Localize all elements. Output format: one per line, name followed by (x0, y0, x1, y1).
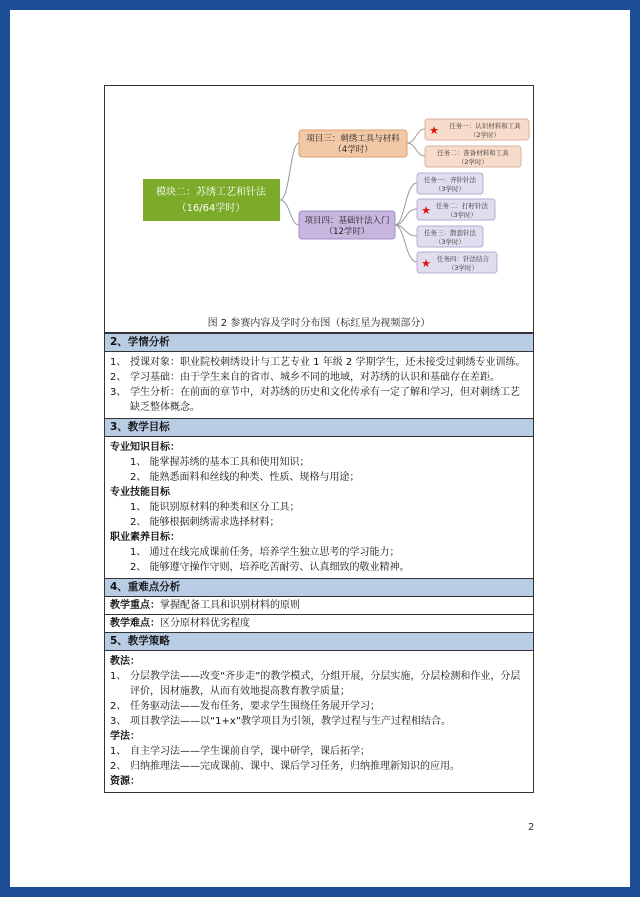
document-page (10, 10, 630, 887)
list-item: 1、 通过在线完成课前任务，培养学生独立思考的学习能力； (130, 547, 400, 558)
lesson-plan-table (104, 85, 534, 793)
item-text: 自主学习法——学生课前自学，课中研学，课后拓学； (130, 746, 370, 757)
section-key-points (105, 597, 533, 614)
item-text: 分层教学法——改变“齐步走”的教学模式，分组开展，分层实施，分层检测和作业，分层评价，因材施教，从而有效地提高教育教学质量； (130, 671, 521, 697)
task-label-2: （3学时） (446, 211, 478, 219)
item-text: 任务驱动法——发布任务，要求学生围绕任务展开学习； (130, 701, 380, 712)
item-number: 3、 (110, 716, 127, 727)
difficult-point-row (110, 616, 528, 631)
list-item (110, 699, 528, 714)
subheading: 职业素养目标： (110, 532, 180, 543)
subheading: 资源： (110, 776, 140, 787)
key-point-text: 掌握配备工具和识别材料的原则 (160, 600, 300, 611)
item-number: 2、 (110, 761, 127, 772)
root-label-1: 模块二：苏绣工艺和针法 (156, 187, 266, 198)
subheading: 专业技能目标 (110, 487, 170, 498)
list-item (110, 744, 528, 759)
project-label-1: 项目三：刺绣工具与材料 (306, 134, 400, 144)
connector (280, 143, 299, 200)
list-item (110, 385, 528, 415)
section-teaching-strategy (105, 651, 533, 792)
task-label-1: 任务三：散套针法 (424, 229, 476, 237)
connector (280, 200, 299, 225)
item-number: 1、 (110, 746, 127, 757)
task-label-2: （2学时） (457, 158, 489, 166)
item-number: 1、 (110, 357, 127, 368)
task-label-1: 任务一：认识材料和工具 (449, 122, 521, 130)
star-icon: ★ (421, 257, 431, 270)
mind-map-cell (105, 86, 533, 333)
project-label-2: （12学时） (324, 227, 370, 237)
section-heading: 2、学情分析 (105, 333, 533, 352)
list-item (110, 714, 528, 729)
subheading: 教法： (110, 656, 140, 667)
list-item: 1、 能识别原材料的种类和区分工具； (130, 502, 300, 513)
task-label-1: 任务四：针法结合 (437, 255, 489, 263)
key-point-label: 教学重点： (110, 600, 160, 611)
section-teaching-goals (105, 437, 533, 578)
section-learner-analysis (105, 352, 533, 418)
star-icon: ★ (421, 204, 431, 217)
task-label-1: 任务二：准备材料和工具 (437, 149, 509, 157)
section-difficult-points (105, 614, 533, 632)
list-item (110, 759, 528, 774)
subheading: 学法： (110, 731, 140, 742)
list-item (110, 355, 528, 370)
item-text: 学生分析：在前面的章节中，对苏绣的历史和文化传承有一定了解和学习，但对刺绣工艺缺乏整体概念。 (130, 387, 520, 413)
page-number: 2 (528, 822, 535, 833)
item-text: 项目教学法——以“1+x”教学项目为引领，教学过程与生产过程相结合。 (130, 716, 452, 727)
section-heading: 4、重难点分析 (105, 578, 533, 597)
figure-caption: 图 2 参赛内容及学时分布图（标红星为视频部分） (207, 318, 431, 329)
project-label-2: （4学时） (333, 145, 373, 155)
list-item: 2、 能够根据刺绣需求选择材料； (130, 517, 280, 528)
task-label-1: 任务一：齐针针法 (424, 176, 476, 184)
root-node (143, 179, 280, 221)
item-text: 授课对象：职业院校刺绣设计与工艺专业 1 年级 2 学期学生，还未接受过刺绣专业训练。 (130, 357, 526, 368)
task-label-2: （2学时） (469, 131, 501, 139)
item-number: 1、 (110, 671, 127, 682)
star-icon: ★ (429, 124, 439, 137)
list-item: 2、 能熟悉面料和丝线的种类、性质、规格与用途； (130, 472, 360, 483)
task-label-2: （3学时） (434, 238, 466, 246)
list-item: 1、 能掌握苏绣的基本工具和使用知识； (130, 457, 310, 468)
section-heading: 3、教学目标 (105, 418, 533, 437)
mind-map-diagram (105, 86, 533, 332)
item-text: 学习基础：由于学生来自的省市、城乡不同的地域，对苏绣的认识和基础存在差距。 (130, 372, 500, 383)
item-number: 2、 (110, 372, 127, 383)
difficult-point-label: 教学难点： (110, 618, 160, 629)
task-label-2: （3学时） (447, 264, 479, 272)
list-item: 2、 能够遵守操作守则，培养吃苦耐劳、认真细致的敬业精神。 (130, 562, 410, 573)
item-number: 2、 (110, 701, 127, 712)
key-point-row (110, 598, 528, 613)
root-label-2: （16/64学时） (176, 203, 246, 214)
difficult-point-text: 区分原材料优劣程度 (160, 618, 250, 629)
list-item (110, 669, 528, 699)
task-label-1: 任务二：打籽针法 (436, 202, 488, 210)
connector (395, 183, 417, 225)
task-label-2: （3学时） (434, 185, 466, 193)
list-item (110, 370, 528, 385)
section-heading: 5、教学策略 (105, 632, 533, 651)
connector (407, 129, 425, 143)
item-text: 归纳推理法——完成课前、课中、课后学习任务，归纳推理新知识的应用。 (130, 761, 460, 772)
item-number: 3、 (110, 387, 127, 398)
subheading: 专业知识目标： (110, 442, 180, 453)
project-label-1: 项目四：基础针法入门 (304, 216, 390, 226)
connector (407, 143, 425, 156)
